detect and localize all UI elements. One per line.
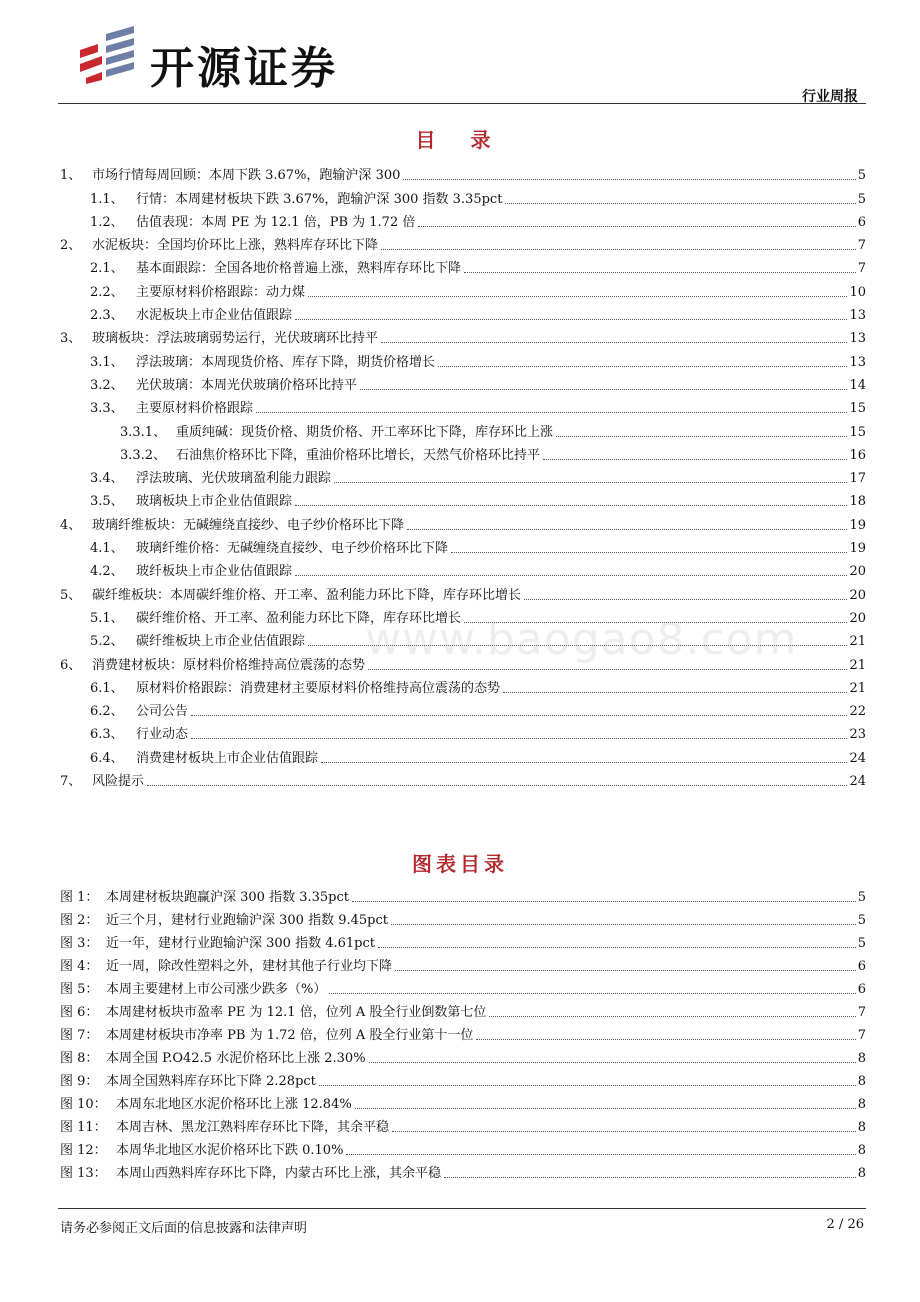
leader-dots — [503, 692, 847, 693]
toc-entry[interactable] — [60, 766, 866, 789]
figure-entry-number: 图 2： — [60, 913, 99, 928]
toc-entry-title: 估值表现：本周 PE 为 12.1 倍，PB 为 1.72 倍 — [136, 214, 416, 230]
figure-entry-title: 近一周，除改性塑料之外，建材其他子行业均下降 — [106, 959, 393, 974]
toc-entry-title: 玻璃板块：浮法玻璃弱势运行，光伏玻璃环比持平 — [92, 331, 379, 347]
toc-entry[interactable] — [60, 579, 866, 602]
toc-entry-page: 20 — [849, 587, 866, 603]
figure-entry[interactable] — [60, 1043, 866, 1066]
toc-entry-title: 基本面跟踪：全国各地价格普遍上涨，熟料库存环比下降 — [136, 261, 462, 277]
figure-entry-page: 7 — [857, 1005, 866, 1020]
leader-dots — [295, 575, 847, 576]
toc-entry-page: 17 — [849, 471, 866, 487]
leader-dots — [407, 529, 847, 530]
figure-entry-page: 8 — [857, 1120, 866, 1135]
toc-entry-title: 主要原材料价格跟踪：动力煤 — [136, 284, 306, 300]
toc-entry[interactable] — [60, 393, 866, 416]
footer-divider — [58, 1208, 866, 1209]
leader-dots — [329, 993, 855, 994]
leader-dots — [378, 947, 856, 948]
toc-entry-title: 公司公告 — [136, 704, 189, 720]
figure-entry-title: 本周建材板块跑赢沪深 300 指数 3.35pct — [106, 890, 349, 905]
toc-entry-page: 14 — [849, 377, 866, 393]
toc-entry[interactable] — [60, 673, 866, 696]
toc-entry-number: 3.3.1、 — [120, 424, 167, 440]
toc-entry-page: 21 — [849, 657, 866, 673]
figure-entry-page: 5 — [857, 936, 866, 951]
figure-entry-title: 本周全国 P.O42.5 水泥价格环比上涨 2.30% — [106, 1051, 366, 1066]
leader-dots — [191, 715, 847, 716]
toc-entry-number: 4.2、 — [90, 564, 124, 580]
figure-entry-number: 图 13： — [60, 1166, 107, 1181]
figure-entry-title: 近一年，建材行业跑输沪深 300 指数 4.61pct — [106, 936, 375, 951]
toc-entry-page: 13 — [849, 308, 866, 324]
leader-dots — [451, 552, 847, 553]
figure-entry-page: 5 — [857, 913, 866, 928]
toc-entry-page: 20 — [849, 610, 866, 626]
toc-entry-title: 行情：本周建材板块下跌 3.67%，跑输沪深 300 指数 3.35pct — [136, 191, 503, 207]
toc-entry-page: 16 — [849, 447, 866, 463]
leader-dots — [308, 296, 847, 297]
table-of-contents — [60, 160, 866, 789]
toc-entry-title: 玻璃板块上市企业估值跟踪 — [136, 494, 293, 510]
toc-entry-number: 3.3.2、 — [120, 447, 167, 463]
toc-entry-page: 7 — [857, 261, 866, 277]
figure-entry[interactable] — [60, 905, 866, 928]
toc-entry-page: 23 — [849, 727, 866, 743]
header-divider — [58, 103, 866, 104]
figure-entry-number: 图 1： — [60, 890, 99, 905]
toc-entry-number: 2、 — [60, 238, 82, 254]
toc-entry-number: 4、 — [60, 517, 82, 533]
toc-entry-number: 1.1、 — [90, 191, 124, 207]
toc-entry[interactable] — [60, 486, 866, 509]
leader-dots — [464, 272, 856, 273]
figure-entry[interactable] — [60, 1158, 866, 1181]
toc-entry-number: 5.2、 — [90, 634, 124, 650]
toc-entry-page: 19 — [849, 541, 866, 557]
toc-entry-page: 5 — [857, 168, 866, 184]
toc-entry-title: 玻璃纤维板块：无碱缠绕直接纱、电子纱价格环比下降 — [92, 517, 405, 533]
figure-entry-page: 8 — [857, 1166, 866, 1181]
toc-entry[interactable] — [60, 370, 866, 393]
toc-entry-page: 24 — [849, 750, 866, 766]
figure-entry[interactable] — [60, 951, 866, 974]
figure-entry-number: 图 6： — [60, 1005, 99, 1020]
toc-entry[interactable] — [60, 207, 866, 230]
leader-dots — [444, 1177, 856, 1178]
figure-entry-number: 图 11： — [60, 1120, 107, 1135]
toc-title: 目 录 — [415, 128, 505, 152]
toc-entry-title: 光伏玻璃：本周光伏玻璃价格环比持平 — [136, 377, 358, 393]
toc-entry[interactable] — [60, 509, 866, 532]
toc-entry[interactable] — [60, 463, 866, 486]
leader-dots — [476, 1039, 855, 1040]
toc-entry-number: 6.2、 — [90, 704, 124, 720]
toc-entry-page: 7 — [857, 238, 866, 254]
leader-dots — [352, 901, 856, 902]
figure-entry-title: 本周东北地区水泥价格环比上涨 12.84% — [116, 1097, 352, 1112]
figure-entry-title: 本周建材板块市盈率 PE 为 12.1 倍，位列 A 股全行业倒数第七位 — [106, 1005, 487, 1020]
footer-disclaimer: 请务必参阅正文后面的信息披露和法律声明 — [60, 1221, 308, 1236]
toc-entry-number: 3、 — [60, 331, 82, 347]
leader-dots — [147, 785, 847, 786]
toc-entry-number: 3.5、 — [90, 494, 124, 510]
leader-dots — [191, 738, 847, 739]
toc-entry-number: 3.4、 — [90, 471, 124, 487]
toc-entry[interactable] — [60, 742, 866, 765]
figure-entry-number: 图 10： — [60, 1097, 107, 1112]
figure-entry-page: 8 — [857, 1143, 866, 1158]
figure-entry-title: 本周华北地区水泥价格环比下跌 0.10% — [116, 1143, 344, 1158]
leader-dots — [418, 226, 855, 227]
figure-entry-number: 图 7： — [60, 1028, 99, 1043]
leader-dots — [556, 436, 847, 437]
figure-entry-number: 图 5： — [60, 982, 99, 997]
figure-entry-page: 6 — [857, 982, 866, 997]
leader-dots — [524, 599, 847, 600]
toc-entry[interactable] — [60, 556, 866, 579]
toc-entry-number: 2.3、 — [90, 308, 124, 324]
toc-entry-title: 水泥板块：全国均价环比上涨，熟料库存环比下降 — [92, 238, 379, 254]
toc-entry-page: 10 — [849, 284, 866, 300]
figure-entry-page: 8 — [857, 1051, 866, 1066]
figure-entry[interactable] — [60, 1066, 866, 1089]
toc-entry-title: 碳纤维板块：本周碳纤维价格、开工率、盈利能力环比下降，库存环比增长 — [92, 587, 522, 603]
toc-entry-number: 2.2、 — [90, 284, 124, 300]
leader-dots — [403, 179, 855, 180]
toc-entry-page: 13 — [849, 354, 866, 370]
toc-entry-title: 风险提示 — [92, 774, 145, 790]
toc-entry-number: 3.1、 — [90, 354, 124, 370]
toc-entry[interactable] — [60, 696, 866, 719]
figure-entry-page: 8 — [857, 1097, 866, 1112]
figure-entry-number: 图 4： — [60, 959, 99, 974]
toc-entry[interactable] — [60, 533, 866, 556]
toc-entry-page: 20 — [849, 564, 866, 580]
figure-entry[interactable] — [60, 1112, 866, 1135]
figure-list — [60, 882, 866, 1181]
toc-entry-number: 4.1、 — [90, 541, 124, 557]
toc-entry[interactable] — [60, 416, 866, 439]
leader-dots — [360, 389, 847, 390]
toc-entry-number: 6.3、 — [90, 727, 124, 743]
toc-entry-title: 市场行情每周回顾：本周下跌 3.67%，跑输沪深 300 — [92, 168, 401, 184]
toc-entry[interactable] — [60, 300, 866, 323]
toc-entry-title: 主要原材料价格跟踪 — [136, 401, 254, 417]
leader-dots — [256, 412, 847, 413]
toc-entry[interactable] — [60, 160, 866, 183]
leader-dots — [381, 342, 847, 343]
toc-entry[interactable] — [60, 440, 866, 463]
leader-dots — [505, 203, 855, 204]
toc-entry-number: 6.1、 — [90, 680, 124, 696]
figure-entry-page: 7 — [857, 1028, 866, 1043]
leader-dots — [438, 366, 847, 367]
toc-entry-title: 石油焦价格环比下降，重油价格环比增长，天然气价格环比持平 — [176, 447, 541, 463]
toc-entry[interactable] — [60, 253, 866, 276]
toc-entry[interactable] — [60, 719, 866, 742]
toc-entry-title: 碳纤维板块上市企业估值跟踪 — [136, 634, 306, 650]
figure-entry-number: 图 9： — [60, 1074, 99, 1089]
toc-entry-number: 1、 — [60, 168, 82, 184]
figure-entry-title: 本周山西熟料库存环比下降，内蒙古环比上涨，其余平稳 — [116, 1166, 442, 1181]
toc-entry-title: 原材料价格跟踪：消费建材主要原材料价格维持高位震荡的态势 — [136, 680, 501, 696]
leader-dots — [319, 1085, 856, 1086]
toc-entry-number: 6.4、 — [90, 750, 124, 766]
leader-dots — [355, 1108, 856, 1109]
leader-dots — [334, 482, 847, 483]
toc-entry-page: 18 — [849, 494, 866, 510]
toc-entry[interactable] — [60, 276, 866, 299]
leader-dots — [295, 319, 847, 320]
toc-entry-title: 消费建材板块：原材料价格维持高位震荡的态势 — [92, 657, 366, 673]
toc-entry-page: 24 — [849, 774, 866, 790]
toc-entry[interactable] — [60, 346, 866, 369]
watermark: www.baogao8.com — [365, 614, 798, 665]
figure-entry[interactable] — [60, 1135, 866, 1158]
toc-entry-page: 15 — [849, 401, 866, 417]
report-type: 行业周报 — [802, 89, 858, 105]
toc-entry-number: 2.1、 — [90, 261, 124, 277]
toc-entry-page: 13 — [849, 331, 866, 347]
toc-entry-title: 浮法玻璃、光伏玻璃盈利能力跟踪 — [136, 471, 332, 487]
figure-list-title: 图表目录 — [412, 852, 508, 876]
figure-entry-number: 图 8： — [60, 1051, 99, 1066]
toc-entry-page: 15 — [849, 424, 866, 440]
toc-entry-title: 玻纤板块上市企业估值跟踪 — [136, 564, 293, 580]
leader-dots — [369, 1062, 856, 1063]
page-number: 2 / 26 — [826, 1217, 864, 1232]
leader-dots — [489, 1016, 855, 1017]
toc-entry-title: 行业动态 — [136, 727, 189, 743]
figure-entry[interactable] — [60, 928, 866, 951]
toc-entry-title: 重质纯碱：现货价格、期货价格、开工率环比下降，库存环比上涨 — [176, 424, 554, 440]
company-logo-text: 开源证券 — [150, 43, 338, 94]
leader-dots — [391, 924, 856, 925]
toc-entry-page: 22 — [849, 704, 866, 720]
toc-entry-number: 3.3、 — [90, 401, 124, 417]
toc-entry-title: 消费建材板块上市企业估值跟踪 — [136, 750, 319, 766]
toc-entry-number: 7、 — [60, 774, 82, 790]
page-header — [58, 20, 864, 105]
toc-entry-page: 21 — [849, 634, 866, 650]
leader-dots — [346, 1154, 855, 1155]
toc-entry-title: 玻璃纤维价格：无碱缠绕直接纱、电子纱价格环比下降 — [136, 541, 449, 557]
kaiyuan-logo-icon — [76, 26, 138, 86]
toc-entry[interactable] — [60, 230, 866, 253]
toc-entry-number: 5、 — [60, 587, 82, 603]
toc-entry-number: 5.1、 — [90, 610, 124, 626]
toc-entry-number: 3.2、 — [90, 377, 124, 393]
figure-entry-number: 图 12： — [60, 1143, 107, 1158]
leader-dots — [395, 970, 856, 971]
figure-entry[interactable] — [60, 1020, 866, 1043]
figure-entry-number: 图 3： — [60, 936, 99, 951]
figure-entry-title: 本周全国熟料库存环比下降 2.28pct — [106, 1074, 316, 1089]
figure-entry-title: 本周主要建材上市公司涨少跌多（%） — [106, 982, 327, 997]
figure-entry[interactable] — [60, 1089, 866, 1112]
toc-entry[interactable] — [60, 323, 866, 346]
toc-entry-page: 5 — [857, 191, 866, 207]
leader-dots — [381, 249, 856, 250]
toc-entry-page: 21 — [849, 680, 866, 696]
toc-entry-title: 浮法玻璃：本周现货价格、库存下降，期货价格增长 — [136, 354, 436, 370]
toc-entry-page: 6 — [857, 214, 866, 230]
leader-dots — [295, 505, 847, 506]
figure-entry-title: 本周建材板块市净率 PB 为 1.72 倍，位列 A 股全行业第十一位 — [106, 1028, 474, 1043]
leader-dots — [368, 669, 847, 670]
figure-entry[interactable] — [60, 974, 866, 997]
toc-entry-number: 1.2、 — [90, 214, 124, 230]
toc-entry[interactable] — [60, 183, 866, 206]
toc-entry-title: 水泥板块上市企业估值跟踪 — [136, 308, 293, 324]
leader-dots — [543, 459, 847, 460]
figure-entry-page: 5 — [857, 890, 866, 905]
toc-entry-number: 6、 — [60, 657, 82, 673]
figure-entry[interactable] — [60, 997, 866, 1020]
figure-entry-page: 8 — [857, 1074, 866, 1089]
leader-dots — [392, 1131, 856, 1132]
figure-entry-title: 近三个月，建材行业跑输沪深 300 指数 9.45pct — [106, 913, 388, 928]
figure-entry-title: 本周吉林、黑龙江熟料库存环比下降，其余平稳 — [116, 1120, 390, 1135]
toc-entry-page: 19 — [849, 517, 866, 533]
toc-entry-title: 碳纤维价格、开工率、盈利能力环比下降，库存环比增长 — [136, 610, 462, 626]
leader-dots — [321, 762, 847, 763]
figure-entry-page: 6 — [857, 959, 866, 974]
figure-entry[interactable] — [60, 882, 866, 905]
